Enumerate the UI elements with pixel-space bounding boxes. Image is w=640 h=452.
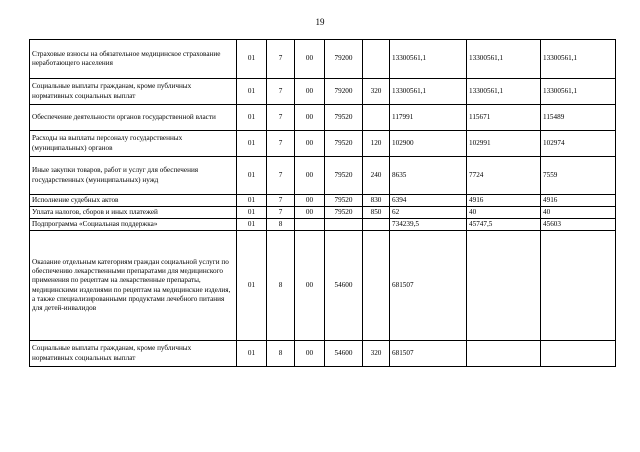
budget-table <box>29 39 616 367</box>
amount-year-1: 681507 <box>390 231 467 341</box>
table-row <box>30 341 616 367</box>
amount-year-2 <box>467 231 541 341</box>
subprogram-code: 00 <box>295 40 325 79</box>
program-code: 7 <box>267 131 295 157</box>
section-code: 01 <box>237 79 267 105</box>
table-row <box>30 131 616 157</box>
expense-type-code <box>363 219 390 231</box>
amount-year-3 <box>541 341 616 367</box>
expense-type-code <box>363 105 390 131</box>
amount-year-2 <box>467 341 541 367</box>
program-code: 7 <box>267 195 295 207</box>
amount-year-2: 13300561,1 <box>467 40 541 79</box>
amount-year-2: 7724 <box>467 157 541 195</box>
direction-code: 54600 <box>325 231 363 341</box>
expense-type-code: 320 <box>363 341 390 367</box>
amount-year-1: 102900 <box>390 131 467 157</box>
row-description: Иные закупки товаров, работ и услуг для обеспечения государственных (муниципальных) нужд <box>30 157 237 195</box>
amount-year-3: 7559 <box>541 157 616 195</box>
row-description: Социальные выплаты гражданам, кроме публичных нормативных социальных выплат <box>30 341 237 367</box>
subprogram-code: 00 <box>295 231 325 341</box>
program-code: 7 <box>267 79 295 105</box>
section-code: 01 <box>237 207 267 219</box>
amount-year-3: 13300561,1 <box>541 40 616 79</box>
page-number: 19 <box>315 17 325 27</box>
amount-year-3: 4916 <box>541 195 616 207</box>
row-description: Страховые взносы на обязательное медицинское страхование неработающего населения <box>30 40 237 79</box>
amount-year-1: 62 <box>390 207 467 219</box>
expense-type-code: 240 <box>363 157 390 195</box>
expense-type-code <box>363 40 390 79</box>
amount-year-2: 45747,5 <box>467 219 541 231</box>
subprogram-code: 00 <box>295 195 325 207</box>
program-code: 7 <box>267 157 295 195</box>
section-code: 01 <box>237 105 267 131</box>
direction-code: 79200 <box>325 40 363 79</box>
subprogram-code: 00 <box>295 341 325 367</box>
amount-year-2: 102991 <box>467 131 541 157</box>
row-description: Обеспечение деятельности органов государственной власти <box>30 105 237 131</box>
direction-code: 79520 <box>325 131 363 157</box>
row-description: Социальные выплаты гражданам, кроме публичных нормативных социальных выплат <box>30 79 237 105</box>
direction-code: 79520 <box>325 157 363 195</box>
row-description: Исполнение судебных актов <box>30 195 237 207</box>
direction-code: 79200 <box>325 79 363 105</box>
program-code: 7 <box>267 105 295 131</box>
amount-year-2: 13300561,1 <box>467 79 541 105</box>
amount-year-3: 40 <box>541 207 616 219</box>
program-code: 8 <box>267 231 295 341</box>
amount-year-2: 115671 <box>467 105 541 131</box>
expense-type-code <box>363 231 390 341</box>
table-row <box>30 231 616 341</box>
subprogram-code <box>295 219 325 231</box>
program-code: 7 <box>267 207 295 219</box>
direction-code: 79520 <box>325 207 363 219</box>
direction-code: 54600 <box>325 341 363 367</box>
row-description: Уплата налогов, сборов и иных платежей <box>30 207 237 219</box>
amount-year-3 <box>541 231 616 341</box>
section-code: 01 <box>237 231 267 341</box>
section-code: 01 <box>237 40 267 79</box>
amount-year-3: 115489 <box>541 105 616 131</box>
expense-type-code: 320 <box>363 79 390 105</box>
amount-year-1: 681507 <box>390 341 467 367</box>
subprogram-code: 00 <box>295 157 325 195</box>
program-code: 7 <box>267 40 295 79</box>
amount-year-3: 102974 <box>541 131 616 157</box>
subprogram-code: 00 <box>295 131 325 157</box>
direction-code: 79520 <box>325 195 363 207</box>
section-code: 01 <box>237 219 267 231</box>
table-row <box>30 79 616 105</box>
amount-year-1: 6394 <box>390 195 467 207</box>
expense-type-code: 850 <box>363 207 390 219</box>
amount-year-3: 45603 <box>541 219 616 231</box>
section-code: 01 <box>237 131 267 157</box>
amount-year-1: 734239,5 <box>390 219 467 231</box>
amount-year-1: 117991 <box>390 105 467 131</box>
amount-year-1: 8635 <box>390 157 467 195</box>
program-code: 8 <box>267 219 295 231</box>
table-row <box>30 157 616 195</box>
table-row <box>30 207 616 219</box>
table-row <box>30 195 616 207</box>
section-code: 01 <box>237 341 267 367</box>
table-row <box>30 105 616 131</box>
expense-type-code: 120 <box>363 131 390 157</box>
program-code: 8 <box>267 341 295 367</box>
expense-type-code: 830 <box>363 195 390 207</box>
row-description: Оказание отдельным категориям граждан социальной услуги по обеспечению лекарственными препаратами для медицинского применения по рецептам на лекарственные препараты, медицинскими изделиями по рецептам на медицинские изделия, а также специализированными продуктами лечебного питания для детей-инвалидов <box>30 231 237 341</box>
subprogram-code: 00 <box>295 105 325 131</box>
amount-year-2: 40 <box>467 207 541 219</box>
row-description: Расходы на выплаты персоналу государственных (муниципальных) органов <box>30 131 237 157</box>
amount-year-3: 13300561,1 <box>541 79 616 105</box>
table-row <box>30 40 616 79</box>
amount-year-1: 13300561,1 <box>390 79 467 105</box>
direction-code: 79520 <box>325 105 363 131</box>
amount-year-2: 4916 <box>467 195 541 207</box>
table-row <box>30 219 616 231</box>
amount-year-1: 13300561,1 <box>390 40 467 79</box>
subprogram-code: 00 <box>295 79 325 105</box>
row-description: Подпрограмма «Социальная поддержка» <box>30 219 237 231</box>
section-code: 01 <box>237 195 267 207</box>
budget-table-body <box>30 40 616 367</box>
direction-code <box>325 219 363 231</box>
subprogram-code: 00 <box>295 207 325 219</box>
section-code: 01 <box>237 157 267 195</box>
